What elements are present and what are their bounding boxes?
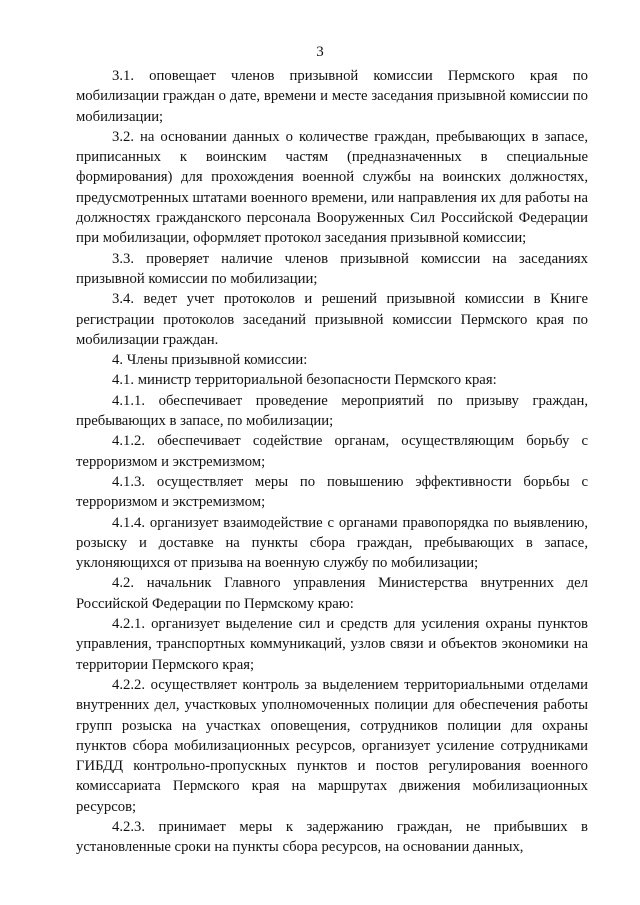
paragraph-3-2: 3.2. на основании данных о количестве граждан, пребывающих в запасе, приписанных к воинским частям (предназначенных в специальные формирования) для прохождения военной службы на воинских должностях, предусмотренных штатами военного времени, или направления их для работы на должностях гражданского персонала Вооруженных Сил Российской Федерации при мобилизации, оформляет протокол заседания призывной комиссии; [76,128,588,247]
paragraph-4-1: 4.1. министр территориальной безопасности Пермского края: [112,372,497,389]
paragraph-4-2-2: 4.2.2. осуществляет контроль за выделением территориальными отделами внутренних дел, участковых уполномоченных полиции для обеспечения работы групп розыска на участках оповещения, сотрудников полиции для охраны пунктов сбора мобилизационных ресурсов, организует усиление сотрудниками ГИБДД контрольно-пропускных пунктов и постов регулирования военного комиссариата Пермского края на маршрутах движения мобилизационных ресурсов; [76,676,588,815]
paragraph-3-4: 3.4. ведет учет протоколов и решений призывной комиссии в Книге регистрации протоколов заседаний призывной комиссии Пермского края по мобилизации граждан. [76,291,588,348]
paragraph-3-3: 3.3. проверяет наличие членов призывной комиссии на заседаниях призывной комиссии по мобилизации; [76,250,588,287]
paragraph-3-1: 3.1. оповещает членов призывной комиссии Пермского края по мобилизации граждан о дате, времени и месте заседания призывной комиссии по мобилизации; [76,68,588,125]
paragraph-4-2: 4.2. начальник Главного управления Министерства внутренних дел Российской Федерации по Пермскому краю: [76,575,588,612]
paragraph-4-1-1: 4.1.1. обеспечивает проведение мероприятий по призыву граждан, пребывающих в запасе, по мобилизации; [76,392,588,430]
paragraph-4: 4. Члены призывной комиссии: [112,352,308,369]
paragraph-4-2-3: 4.2.3. принимает меры к задержанию граждан, не прибывших в установленные сроки на пункты сбора ресурсов, на основании данных, [76,818,588,856]
paragraph-4-2-1: 4.2.1. организует выделение сил и средств для усиления охраны пунктов управления, транспортных коммуникаций, узлов связи и объектов экономики на территории Пермского края; [76,616,588,673]
document-body [76,66,588,858]
paragraph-4-1-3: 4.1.3. осуществляет меры по повышению эффективности борьбы с терроризмом и экстремизмом; [76,473,588,511]
paragraph-4-1-2: 4.1.2. обеспечивает содействие органам, осуществляющим борьбу с терроризмом и экстремизмом; [76,433,588,470]
paragraph-4-1-4: 4.1.4. организует взаимодействие с органами правопорядка по выявлению, розыску и доставке на пункты сбора граждан, пребывающих в запасе, уклоняющихся от призыва на военную службу по мобилизации; [76,514,588,572]
page-number: 3 [316,44,324,60]
